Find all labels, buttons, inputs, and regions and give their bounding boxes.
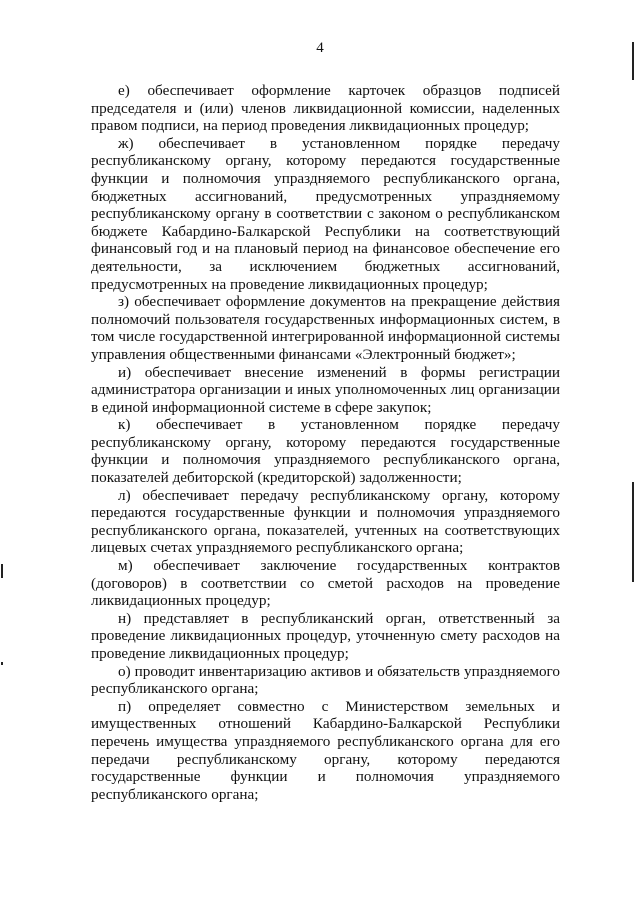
paragraph-o: о) проводит инвентаризацию активов и обязательств упраздняемого республиканского органа; (91, 662, 560, 698)
paragraph-m: м) обеспечивает заключение государственных контрактов (договоров) в соответствии со сметой расходов на проведение ликвидационных процедур; (91, 557, 560, 610)
page-number: 4 (316, 40, 324, 56)
paragraph-k: к) обеспечивает в установленном порядке передачу республиканскому органу, которому передаются государственные функции и полномочия упраздняемого республиканского органа, показателей дебиторской (кредиторской) задолженности; (91, 416, 560, 487)
paragraph-n: н) представляет в республиканский орган, ответственный за проведение ликвидационных процедур, уточненную смету расходов на проведение ликвидационных процедур; (91, 609, 560, 662)
left-edge-mark (1, 564, 3, 578)
paragraph-z: з) обеспечивает оформление документов на прекращение действия полномочий пользователя государственных информационных систем, в том числе государственной интегрированной информационной системы управления общественными финансами «Электронный бюджет»; (91, 293, 560, 363)
paragraph-l: л) обеспечивает передачу республиканскому органу, которому передаются государственные функции и полномочия упраздняемого республиканского органа, показателей, учтенных на соответствующих лицевых счетах упраздняемого республиканского органа; (91, 486, 560, 557)
paragraph-i: и) обеспечивает внесение изменений в формы регистрации администратора организации и иных уполномоченных лиц организации в единой информационной системе в сфере закупок; (91, 363, 560, 416)
right-edge-mark-top (632, 42, 634, 80)
document-body (91, 82, 560, 803)
paragraph-zh: ж) обеспечивает в установленном порядке передачу республиканскому органу, которому передаются государственные функции и полномочия упраздняемого республиканского органа, бюджетных ассигнований, предусмотренных упраздняемому республиканскому органу в соответствии с законом о республиканском бюджете Кабардино-Балкарской Республики на соответствующий финансовый год и на плановый период на финансовое обеспечение его деятельности, за исключением бюджетных ассигнований, предусмотренных на проведение ликвидационных процедур; (91, 134, 560, 293)
paragraph-p: п) определяет совместно с Министерством земельных и имущественных отношений Кабардино-Балкарской Республики перечень имущества упраздняемого республиканского органа для его передачи республиканскому органу, которому передаются государственные функции и полномочия упраздняемого республиканского органа; (91, 697, 560, 803)
left-edge-dot (1, 662, 3, 665)
right-edge-mark-bottom (632, 482, 634, 582)
paragraph-e: е) обеспечивает оформление карточек образцов подписей председателя и (или) членов ликвидационной комиссии, наделенных правом подписи, на период проведения ликвидационных процедур; (91, 82, 560, 135)
